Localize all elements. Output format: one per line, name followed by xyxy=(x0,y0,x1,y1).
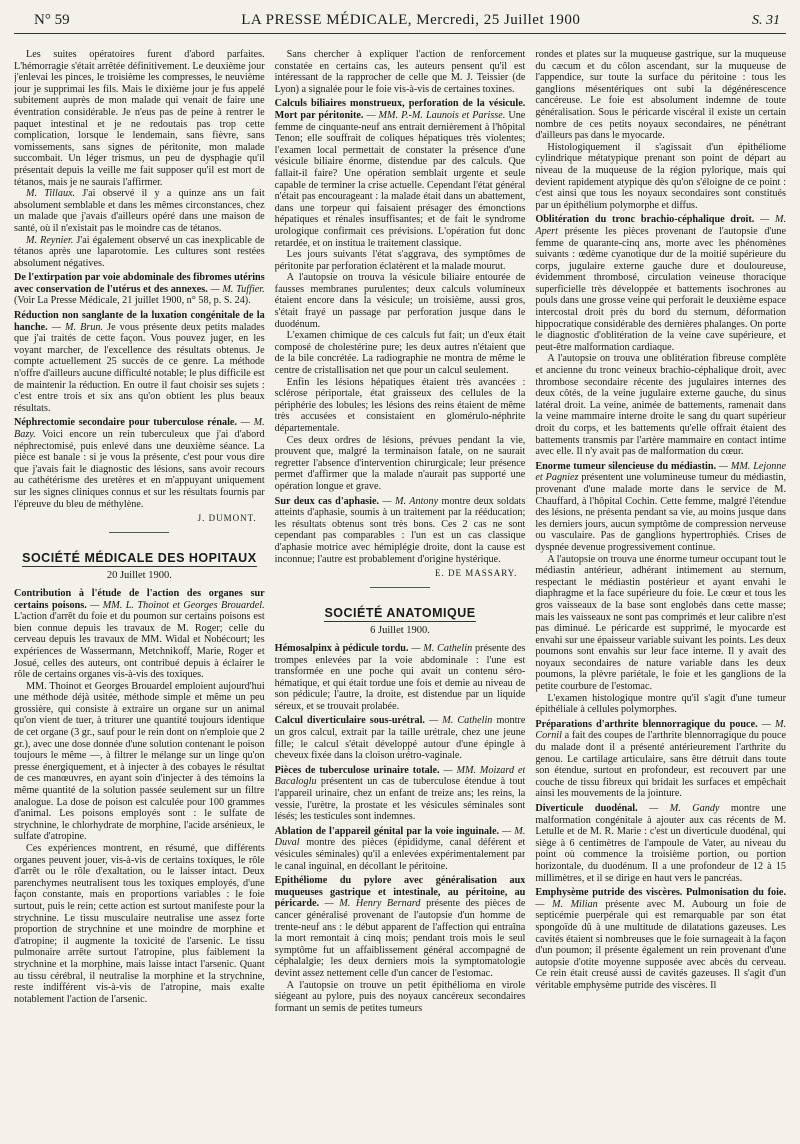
paragraph: Enfin les lésions hépatiques étaient très avancées : sclérose périportale, état graisseux des cellules de la périphérie des lobules; les lésions des reins étaient de même très accusées et consistaient en glomérulo-néphrite départementale. xyxy=(274,376,526,434)
article xyxy=(275,496,526,566)
society-name: SOCIÉTÉ ANATOMIQUE xyxy=(324,608,475,623)
paragraph-text: J'ai observé il y a quinze ans un fait absolument semblable et dans les mêmes circonstances, chez un malade que j'avais d'ailleurs opéré dans une maison de santé, où il n'existait pas le moindre cas de tétanos. xyxy=(14,188,265,234)
article-title: Epithéliome du pylore avec généralisation aux muqueuses gastrique et intestinale, au péritoine, au péricarde. xyxy=(274,875,526,910)
author: — MM. Moizard et Bacaloglu xyxy=(274,764,526,788)
article-title: Sur deux cas d'aphasie. xyxy=(274,495,380,507)
article-title: Pièces de tuberculose urinaire totale. xyxy=(274,764,440,776)
column-2 xyxy=(275,49,526,1144)
article xyxy=(535,887,786,991)
session-date: 20 Juillet 1900. xyxy=(106,570,172,582)
article-title: Préparations d'arthrite blennorragique du pouce. xyxy=(535,718,758,730)
paragraph: A l'autopsie on trouva une énorme tumeur occupant tout le médiastin antérieur, adhérant intimement au sternum, respectant le médiastin postérieur et ayant envahi le diaphragme et la face supérieure du foie. Le cœur et tous les gros vaisseaux de la base sont englobés dans cette masse; mais les vaisseaux ne sont pas comprimés et leur calibre n'est pas diminué. Le péricarde est supprimé, le myocarde est envahi sur une épaisseur variable suivant les points. Les deux poumons sont envahis sur leur face interne. Il y avait des noyaux secondaires de nature variable dans les deux poumons, la plèvre pariétale, le foie et les ganglions de la petite courbure de l'estomac. xyxy=(535,553,787,693)
author: — MM. L. Thoinot et Georges Brouardel. xyxy=(90,599,265,611)
author: M. Tillaux. xyxy=(26,188,76,200)
signature: E. DE MASSARY. xyxy=(434,568,518,579)
article-title: Enorme tumeur silencieuse du médiastin. xyxy=(535,460,717,472)
paragraph: Histologiquement il s'agissait d'un épithéliome cylindrique métatypique prenant son point de départ au niveau de la muqueuse de la région pylorique, mais qui devient rapidement atypique dès qu'on s'éloigne de ce point : c'est ainsi que tous les noyaux secondaires sont constitués par un épithélium polymorphe et diffus. xyxy=(535,141,787,211)
paragraph: Les jours suivants l'état s'aggrava, des symptômes de péritonite par perforation éclatèrent et la malade mourut. xyxy=(274,249,526,272)
article-text: Une femme de cinquante-neuf ans entrait dernièrement à l'hôpital Tenon; elle souffrait de coliques hépatiques très violentes; l'examen local permettait de constater la présence d'une vésicule biliaire énorme, distendue par des calculs. Que fallait-il faire? Une opération semblait urgente et seule capable de terminer la crise actuelle. Cependant l'état général n'était pas encourageant : la malade était dans un abattement, dans une torpeur qui faisaient présager des émonctions hépatiques et rénales insuffisantes; et de fait le syndrome urologique confirmait ces prévisions. L'opération fut donc retardée, et on institua le traitement classique. xyxy=(274,109,526,249)
paragraph: MM. Thoinot et Georges Brouardel emploient aujourd'hui une méthode déjà usitée, méthode simple et même un peu grossière, qui consiste à extraire un organe sur un animal qu'on vient de tuer, à triturer une quantité toujours identique de cet organe (3 gr., sauf pour le rein dont on n'emploie que 2 gr.), avec une dose donnée d'une solution contenant le poison toujours le même —, à filtrer le mélange sur un linge qu'on presse énergiquement, et à injecter à des cobayes le résultat de ces manœuvres, en ayant soin d'injecter à des témoins la même quantité de la solution passée seulement sur un filtre analogue. La dose de poison est calculée pour 100 grammes d'animal. Les poisons employés sont : le sulfate de strychnine, le chlorhydrate de morphine, l'acide arsénieux, le sulfate d'atropine. xyxy=(14,680,265,843)
author: — M. Tuffier. xyxy=(210,283,265,295)
signature: J. DUMONT. xyxy=(197,513,257,524)
article xyxy=(14,310,265,414)
columns xyxy=(14,49,786,1144)
paragraph: A l'autopsie on trouva la vésicule biliaire entourée de fausses membranes purulentes; deux calculs volumineux étaient encore dans la vésicule; un troisième, aussi gros, s'était frayé un passage par perforation jusque dans le duodénum. xyxy=(274,272,526,330)
article xyxy=(14,272,265,307)
author: — M. Cathelin xyxy=(411,642,473,654)
author: M. Reynier. xyxy=(26,234,74,246)
article-title: Réduction non sanglante de la luxation congénitale de la hanche. xyxy=(14,310,265,333)
author: — M. Henry Bernard xyxy=(324,898,421,910)
article-text: présentent un cas de tuberculose étendue à tout l'appareil urinaire, chez un enfant de treize ans; les reins, la vessie, l'urètre, la prostate et les vésicules séminales sont lésés; les testicules sont indemnes. xyxy=(274,776,526,823)
divider xyxy=(370,587,430,588)
paragraph: A l'autopsie on trouva une oblitération fibreuse complète et ancienne du tronc veineux brachio-céphalique droit, avec thrombose secondaire récente des jugulaires internes des deux côtés, de la veine jugulaire externe gauche, du sinus latéral droit. La veine, animée de battements, ramenait dans la veine mammaire interne droite le sang du quart supérieur droit du corps, et les battements qu'elle offrait étaient des battements transmis par l'artère mammaire en contact intime avec elle. Il n'y avait pas de malformation du cœur. xyxy=(535,353,787,458)
column-1 xyxy=(14,49,265,1144)
issue-number: N° 59 xyxy=(34,12,70,28)
paragraph xyxy=(14,235,265,270)
article-text: montre un gros calcul, extrait par la taille urétrale, chez une jeune fille; le calcul s'était développé autour d'une épingle à cheveux fixée dans la cloison urétro-vaginale. xyxy=(274,715,526,762)
article-text: montre deux soldats atteints d'aphasie, soumis à un traitement par la rééducation; les résultats obtenus sont très bons. Ces 2 cas ne sont cependant pas comparables : l'un est un cas classique d'aphasie motrice avec hémiplégie droite, dont la cause est inconnue; l'autre est probablement d'origine hystérique. xyxy=(274,495,526,565)
author: — MM. Lejonne et Pagniez xyxy=(535,460,787,484)
author: — M. Apert xyxy=(535,214,787,237)
article-title: Ablation de l'appareil génital par la voie inguinale. xyxy=(274,825,500,837)
society-section-header xyxy=(14,550,265,582)
author: — M. Cathelin xyxy=(429,715,493,727)
article-text: montre une malformation congénitale à ajouter aux cas récents de M. Letulle et de M. R. Marie : c'est un diverticule duodénal, qui siège à 6 centimètres de l'ampoule de Vater, au niveau du point où commence la troisième portion, ou portion horizontale, du duodénum. Il a une profondeur de 12 à 15 millimètres, et il se dirige en haut vers le pancréas. xyxy=(535,803,787,884)
article-text: présentent une volumineuse tumeur du médiastin, provenant d'une malade morte dans le service de M. Chauffard, à l'hôpital Cochin. Cette femme, malgré l'étendue des lésions, ne présenta pendant sa vie, au moins jusque dans les derniers jours, aucun symptôme de compression nerveuse ou vasculaire. Pas de ganglions hypertrophiés. Crises de dyspnée devenue progressivement continue. xyxy=(535,472,787,553)
paragraph: L'examen histologique montre qu'il s'agit d'une tumeur épithéliale à cellules polymorphes. xyxy=(535,692,787,716)
article-text: montre des pièces (épididyme, canal déférent et vésicules séminales) qu'il a enlevées expérimentalement par le canal inguinal, en décollant le péritoine. xyxy=(274,837,526,872)
article-text: a fait des coupes de l'arthrite blennorragique du pouce du malade dont il a présenté antérieurement l'arthrite du genou. Le cartilage articulaire, sans être détruit dans toute son étendue, surtout en profondeur, est recouvert par une couche de tissu fibreux qui bridait les surfaces et empêchait ainsi les mouvements de la jointure. xyxy=(535,730,787,800)
author: — M. Antony xyxy=(382,495,439,507)
author: — M. Milian xyxy=(535,898,598,910)
article xyxy=(275,643,526,713)
article xyxy=(14,417,265,510)
article-title: Hémosalpinx à pédicule tordu. xyxy=(274,642,409,654)
article xyxy=(275,98,526,249)
paragraph-text: J'ai également observé un cas inexplicable de tétanos après une laparotomie. Les cultures sont restées absolument négatives. xyxy=(14,234,265,269)
divider xyxy=(109,532,169,533)
article-text: présente les pièces provenant de l'autopsie d'une femme de quarante-cinq ans, morte avec les phénomènes suivants : œdème cyanotique dur de la moitié supérieure du corps, jugulaire externe gauche dure et douloureuse, évidemment thrombosé, circulation veineuse thoracique superficielle très développée et battements isochrones au pouls dans une grosse veine qui perforait le deuxième espace intercostal droit près du bord du sternum, déformation hippocratique considérable des dernières phalanges. On porte le diagnostic d'oblitération de la veine cave supérieure, et peut-être malformation cardiaque. xyxy=(535,225,787,353)
article xyxy=(275,715,526,761)
article-text: Je vous présente deux petits malades que j'ai traités de cette façon. Vous pouvez juger, en les voyant marcher, de l'excellence des résultats obtenus. Je compte actuellement 25 succès de ce genre. La méthode n'offre d'ailleurs aucune difficulté notable; le plus difficile est de maintenir la réduction. En outre il faut choisir ses sujets : c'est entre trois et six ans qu'on obtient les plus beaux résultats. xyxy=(14,321,265,414)
article-title: De l'extirpation par voie abdominale des fibromes utérins avec conservation de l'utérus et des annexes. xyxy=(14,272,265,295)
article-text: présente des pièces de cancer généralisé provenant de l'autopsie d'un homme de trente-neuf ans : le début apparent de l'affection qui entraîna la mort remontait à cinq mois; pendant trois mois le seul symptôme fut un affaiblissement général accompagné de céphalalgie; les deux derniers mois la symptomatologie devint assez nettement celle d'un cancer de l'estomac. xyxy=(274,898,526,979)
article xyxy=(14,588,265,681)
article xyxy=(275,826,526,872)
paragraph xyxy=(14,188,265,234)
society-section-header xyxy=(275,605,526,637)
paragraph: rondes et plates sur la muqueuse gastrique, sur la muqueuse du cæcum et du côlon ascendant, sur la muqueuse de l'appendice, sur toute la surface du péritoine : tous les ganglions mésentériques ont subi la dégénérescence cancéreuse. Le foie est absolument indemne de toute généralisation. Sous le péricarde viscéral il existe un certain nombre de ces petits noyaux secondaires, ne pénétrant d'ailleurs pas dans le myocarde. xyxy=(535,49,787,142)
article-text: L'action d'arrêt du foie et du poumon sur certains poisons est bien connue depuis les travaux de M. Roger; celle du cerveau depuis les travaux de MM. Widal et Nobécourt; les expériences de Wassermann, Metchnikoff, Marie, Roger et Josué, celles des auteurs, ont contribué depuis à éclairer le rôle de certains organes vis-à-vis des toxiques. xyxy=(14,611,265,681)
paragraph: Sans chercher à expliquer l'action de renforcement constatée en certains cas, les auteurs pensent qu'il est intéressant de la rapprocher de celle que M. J. Teissier (de Lyon) a signalée pour le foie vis-à-vis de certaines toxines. xyxy=(274,49,526,95)
article-text: Voici encore un rein tuberculeux que j'ai d'abord néphrectomisé, puis enlevé dans une deuxième séance. La pièce est banale : si je vous la présente, c'est pour vous dire que j'avais fait le diagnostic des lésions, sans avoir recours au cathétérisme des uretères et en m'appuyant uniquement sur les signes cliniques connus et sur les résultats fournis par l'épreuve du bleu de méthylène. xyxy=(14,429,265,510)
article-text: (Voir La Presse Médicale, 21 juillet 1900, n° 58, p. S. 24). xyxy=(14,295,251,307)
article-title: Diverticule duodénal. xyxy=(535,803,638,814)
page-number: S. 31 xyxy=(752,13,780,28)
society-name: SOCIÉTÉ MÉDICALE DES HOPITAUX xyxy=(22,553,256,568)
article xyxy=(535,461,786,554)
article-title: Contribution à l'étude de l'action des organes sur certains poisons. xyxy=(14,587,265,611)
article xyxy=(535,719,786,800)
paragraph: A l'autopsie on trouve un petit épithélioma en virole siégeant au pylore, puis des noyaux cancéreux secondaires formant un semis de petites tumeurs xyxy=(274,979,526,1014)
session-date: 6 Juillet 1900. xyxy=(370,625,430,637)
article-title: Oblitération du tronc brachio-céphalique droit. xyxy=(535,214,755,226)
article-text: présente des trompes enlevées par la voie abdominale : l'une est transformée en une poche qui avait un contenu séro-hématique, et qui était tordue une fois et demie au niveau de son pédicule; l'autre, la droite, est distendue par un liquide séreux, et se trouvait prolabée. xyxy=(274,642,526,712)
paragraph: Ces expériences montrent, en résumé, que différents organes peuvent jouer, vis-à-vis de certains toxiques, le rôle d'arrêt ou le rôle d'exaltation, ou le laisser intact. Deux parenchymes neutralisent tous les toxiques employés, d'une façon constante, mais en proportions variables : le foie surtout, puis le rein; cette action est surtout manifeste pour la strychnine. Le tissu musculaire neutralise une assez forte proportion de strychnine et une moindre de morphine et d'atropine; il augmente la toxicité de l'arsenic. Le tissu pulmonaire arrête surtout l'atropine, plus faiblement la strychnine et la morphine, mais laisse intact l'arsenic. Quant au tissu cérébral, il neutralise la morphine et la strychnine, reste indifférent vis-à-vis de l'atropine, mais exalte notablement l'action de l'arsenic. xyxy=(14,843,265,1005)
article-title: Emphysème putride des viscères. Pulmonisation du foie. xyxy=(535,887,787,899)
journal-title: LA PRESSE MÉDICALE, Mercredi, 25 Juillet 1900 xyxy=(241,12,581,28)
paragraph: Les suites opératoires furent d'abord parfaites. L'hémorragie s'était arrêtée définitivement. Le deuxième jour j'enlevai les pinces, le troisième les compresses, le neuvième jour je supprimai les fils. Mais le dixième jour je fus appelé subitement auprès de mon malade qui venait de faire une éventration considérable. Je n'eus pas de peine à rentrer le paquet intestinal et je ne redoutais pas trop cette complication, lorsque le lendemain, sans fièvre, sans vomissements, sans signes de péritonite, mon malade succombait. Un léger trismus, un peu de dysphagie qu'il présentait depuis la veille me fait supposer qu'il est mort de tétanos, mais je ne saurais l'affirmer. xyxy=(14,49,265,188)
article xyxy=(275,765,526,823)
article xyxy=(535,803,786,884)
author: — M. Duval xyxy=(274,825,526,849)
column-3 xyxy=(535,49,786,1144)
article xyxy=(275,875,526,979)
author: — M. Cornil xyxy=(535,718,787,742)
author: — M. Bazy. xyxy=(14,417,265,440)
article-text: présente avec M. Aubourg un foie de septicémie puerpérale qui est remarquable par son état spongoïde dû à une multitude de dilatations gazeuses. Les cavités étaient si nombreuses que le foie surnageait à la façon d'un poumon; il présente également un rein provenant d'une autopsie d'otite moyenne supposée avec abcès du cerveau. Ce rein était creusé aussi de cavités gazeuses. Il s'agit d'un véritable emphysème putride des viscères. Il xyxy=(535,898,787,991)
paragraph: L'examen chimique de ces calculs fut fait; un d'eux était composé de cholestérine pure; les deux autres n'étaient que de la bile concrétée. La radiographie ne montra de même le centre de cristallisation net que pour un calcul seulement. xyxy=(274,330,526,377)
page-header xyxy=(14,9,786,34)
author: — M. Brun. xyxy=(51,321,104,333)
author: — MM. P.-M. Launois et Parisse. xyxy=(366,109,506,121)
author: — M. Gandy xyxy=(649,803,720,814)
article-title: Calcul diverticulaire sous-urétral. xyxy=(274,715,425,727)
article-title: Calculs biliaires monstrueux, perforation de la vésicule. Mort par péritonite. xyxy=(274,98,526,121)
article-title: Néphrectomie secondaire pour tuberculose rénale. xyxy=(14,417,237,429)
article xyxy=(535,214,786,353)
paragraph: Ces deux ordres de lésions, prévues pendant la vie, prouvent que, malgré la terminaison fatale, on ne saurait regretter l'absence d'intervention chirurgicale; leur présence permet d'affirmer que la malade n'aurait pas supporté une opération longue et grave. xyxy=(274,434,526,492)
